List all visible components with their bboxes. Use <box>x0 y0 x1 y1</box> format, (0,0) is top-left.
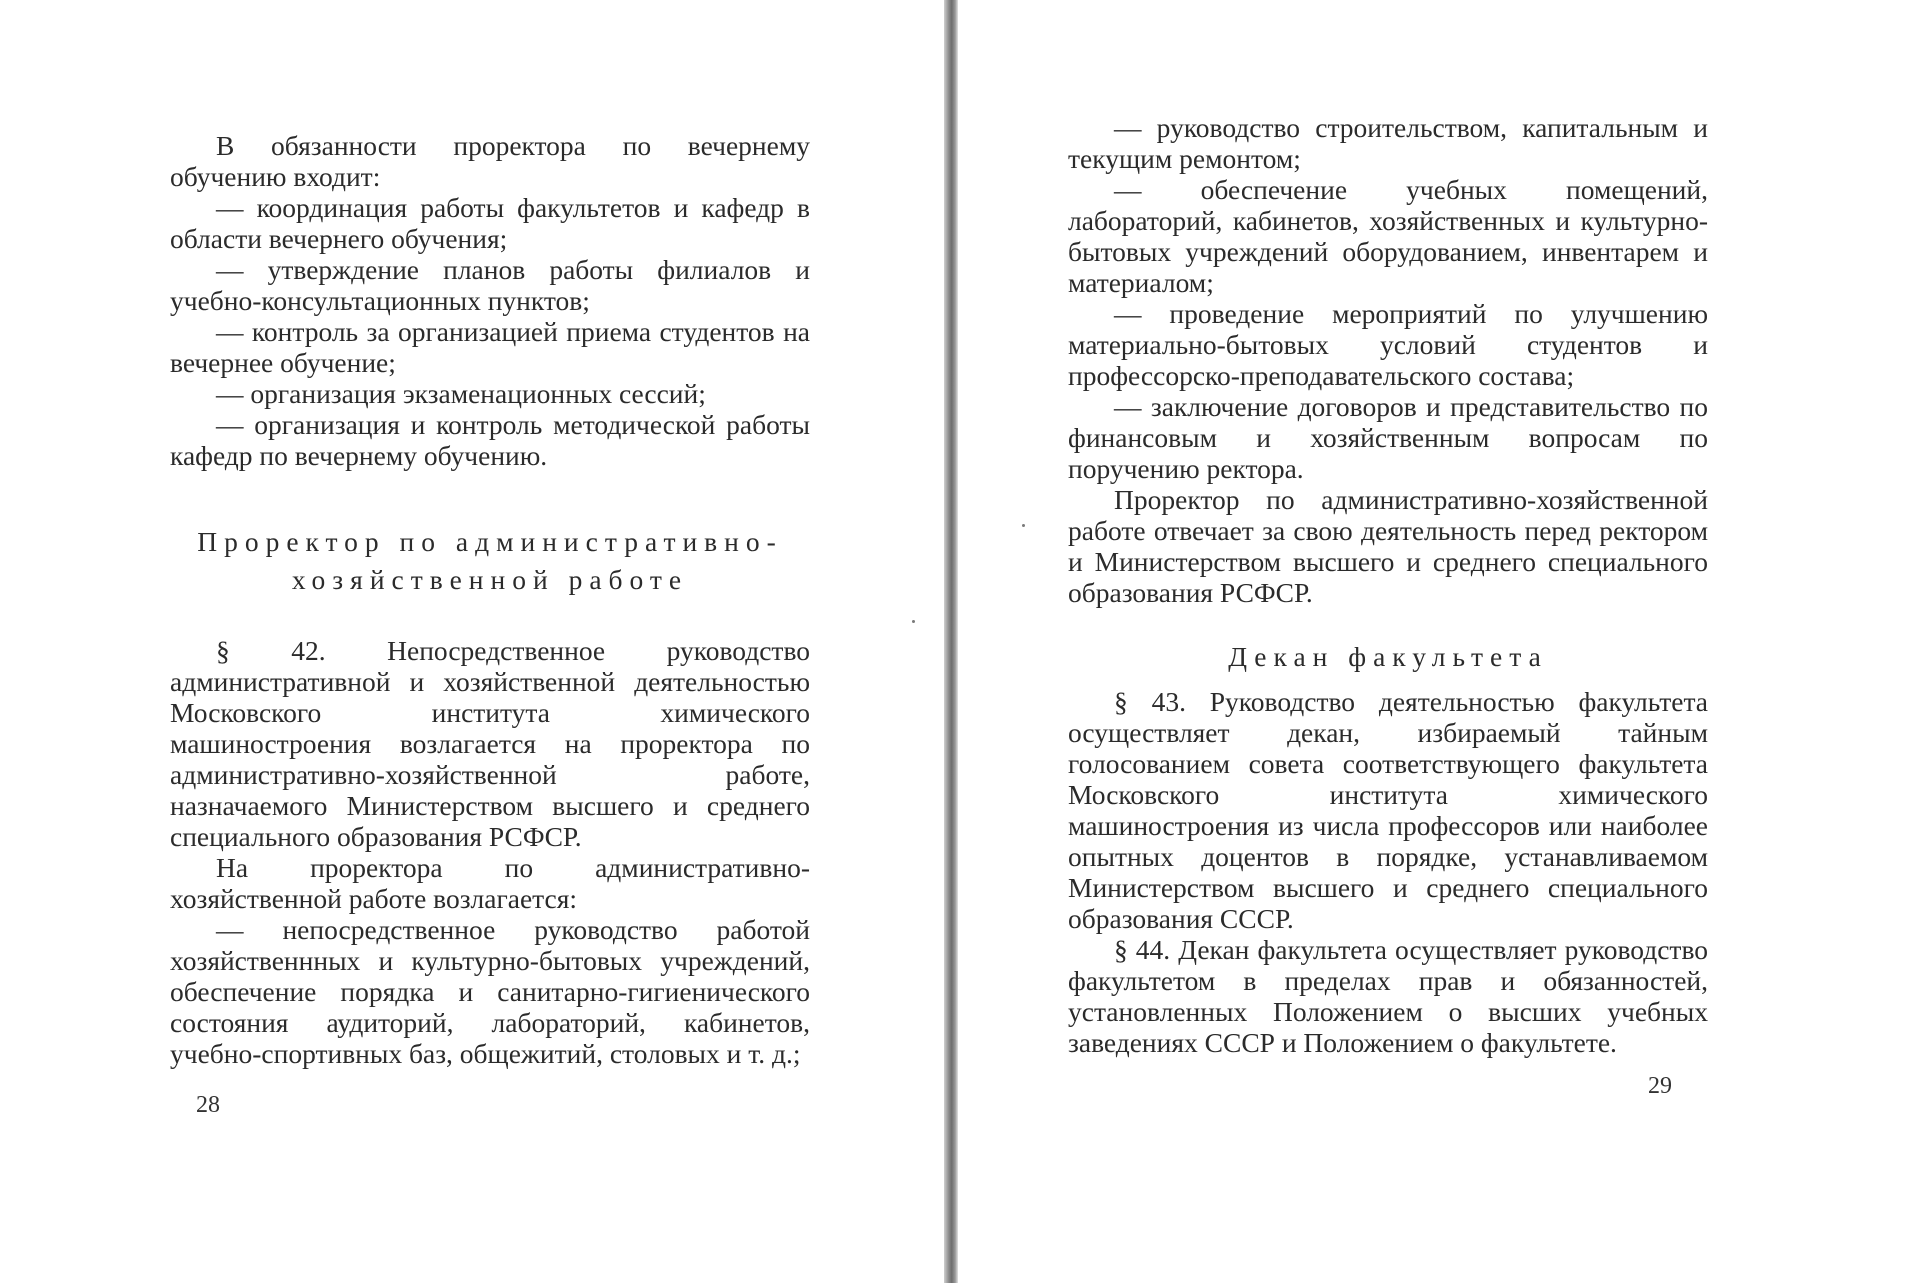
paper-speck <box>1022 524 1025 527</box>
list-item: — заключение договоров и представительство по финансовым и хозяйственным вопросам по поручению ректора. <box>1068 391 1708 484</box>
left-page <box>0 0 944 1283</box>
paragraph: Проректор по административно-хозяйственной работе отвечает за свою деятельность перед ректором и Министерством высшего и среднего специального образования РСФСР. <box>1068 484 1708 608</box>
list-item: — непосредственное руководство работой хозяйственнных и культурно-бытовых учреждений, обеспечение порядка и санитарно-гигиенического состояния аудиторий, лабораторий, кабинетов, учебно-спортивных баз, общежитий, столовых и т. д.; <box>170 914 810 1069</box>
right-page <box>958 0 1922 1283</box>
paragraph: В обязанности проректора по вечернему обучению входит: <box>170 130 810 192</box>
paper-speck <box>912 620 915 623</box>
list-item: — координация работы факультетов и кафедр в области вечернего обучения; <box>170 192 810 254</box>
list-item: — организация и контроль методической работы кафедр по вечернему обучению. <box>170 409 810 471</box>
paragraph: § 43. Руководство деятельностью факультета осуществляет декан, избираемый тайным голосованием совета соответствующего факультета Московского института химического машиностроения из числа профессоров или наиболее опытных доцентов в порядке, устанавливаемом Министерством высшего и среднего специального образования СССР. <box>1068 686 1708 934</box>
list-item: — обеспечение учебных помещений, лабораторий, кабинетов, хозяйственных и культурно-бытовых учреждений оборудованием, инвентарем и материалом; <box>1068 174 1708 298</box>
paragraph: § 42. Непосредственное руководство административной и хозяйственной деятельностью Московского института химического машиностроения возлагается на проректора по административно-хозяйственной работе, назначаемого Министерством высшего и среднего специального образования РСФСР. <box>170 635 810 852</box>
list-item: — организация экзаменационных сессий; <box>216 378 706 409</box>
section-heading-line2: хозяйственной работе <box>291 564 689 595</box>
section-heading-line1: Проректор по административно- <box>197 526 783 557</box>
page-number: 29 <box>1648 1073 1672 1099</box>
book-gutter <box>944 0 958 1283</box>
paragraph: На проректора по административно-хозяйственной работе возлагается: <box>170 852 810 914</box>
list-item: — проведение мероприятий по улучшению материально-бытовых условий студентов и профессорско-преподавательского состава; <box>1068 298 1708 391</box>
page-number: 28 <box>196 1092 220 1118</box>
list-item: — утверждение планов работы филиалов и учебно-консультационных пунктов; <box>170 254 810 316</box>
list-item: — руководство строительством, капитальным и текущим ремонтом; <box>1068 112 1708 174</box>
section-heading <box>170 523 810 599</box>
section-heading: Декан факультета <box>1228 641 1548 672</box>
left-text-column <box>170 130 810 1069</box>
right-text-column <box>1068 112 1708 1058</box>
paragraph: § 44. Декан факультета осуществляет руководство факультетом в пределах прав и обязанностей, установленных Положением о высших учебных заведениях СССР и Положением о факультете. <box>1068 934 1708 1058</box>
list-item: — контроль за организацией приема студентов на вечернее обучение; <box>170 316 810 378</box>
